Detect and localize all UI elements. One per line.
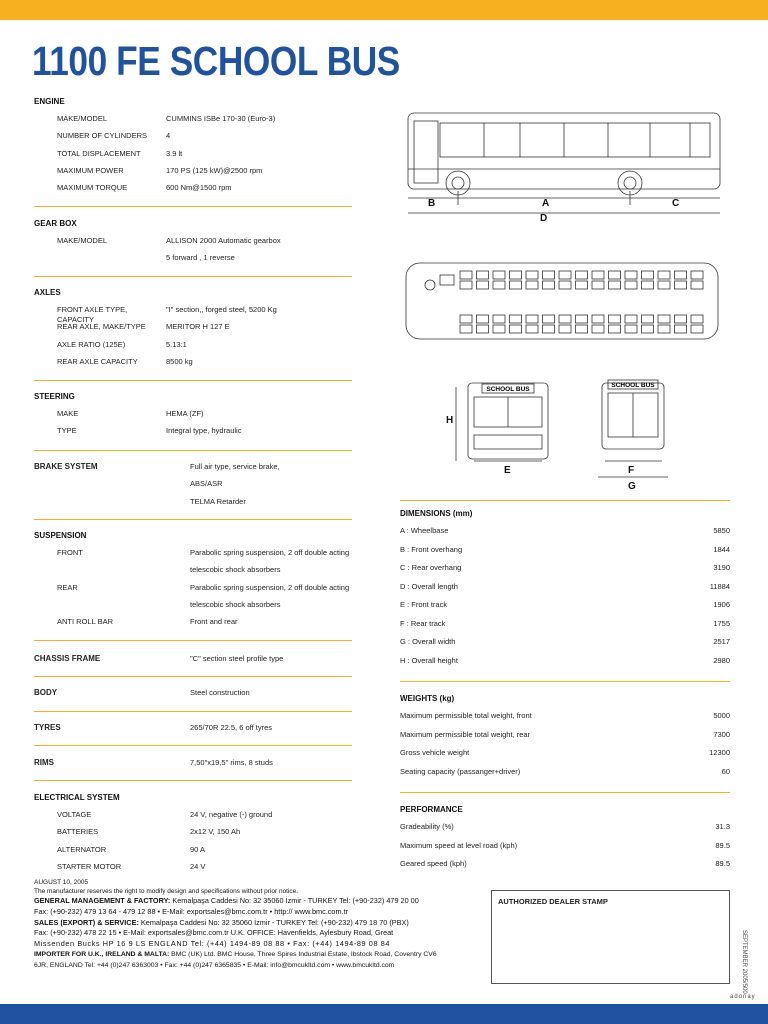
spec-key — [34, 497, 166, 514]
divider — [34, 676, 352, 677]
section-heading: WEIGHTS (kg) — [400, 694, 455, 703]
divider — [400, 500, 730, 501]
seat-icon — [675, 315, 687, 323]
spec-key: REAR AXLE CAPACITY — [57, 356, 138, 366]
spec-row — [34, 166, 352, 183]
top-accent-bar — [0, 0, 768, 20]
row-value: 3190 — [713, 563, 730, 572]
spec-value: Front and rear — [190, 617, 238, 627]
row-label: Maximum speed at level road (kph) — [400, 840, 518, 850]
seat-icon — [576, 281, 588, 289]
spec-value: telescobic shock absorbers — [190, 599, 281, 609]
row-value: 1755 — [713, 618, 730, 628]
weights-table — [400, 694, 730, 785]
spec-value: 90 A — [190, 844, 206, 854]
seat-icon — [658, 315, 670, 323]
divider — [34, 450, 352, 451]
row-value: 31.3 — [715, 822, 730, 831]
row-label: H : Overall height — [400, 655, 458, 665]
seat-icon — [609, 315, 621, 323]
spec-value: ALLISON 2000 Automatic gearbox — [166, 236, 281, 245]
spec-value: 5.13:1 — [166, 339, 187, 349]
spec-row — [34, 600, 352, 617]
spec-value: 3.9 lt — [166, 148, 183, 158]
row-value: 5000 — [713, 711, 730, 720]
row-value: 1906 — [713, 600, 730, 609]
school-bus-sign-rear: SCHOOL BUS — [611, 382, 655, 389]
spec-chassis — [34, 654, 352, 671]
row-label: C : Rear overhang — [400, 563, 462, 572]
spec-value: 2x12 V, 150 Ah — [190, 827, 241, 837]
spec-value: Steel construction — [190, 688, 250, 697]
seat-icon — [658, 271, 670, 279]
table-row — [400, 637, 730, 656]
label-c: C — [672, 198, 680, 209]
spec-value: Integral type, hydraulic — [166, 426, 242, 436]
seat-icon — [559, 315, 571, 323]
seat-icon — [609, 281, 621, 289]
seat-icon — [510, 281, 522, 289]
spec-key: MAKE/MODEL — [57, 114, 108, 123]
row-value: 1844 — [713, 544, 730, 554]
performance-table — [400, 805, 730, 878]
rear-view-diagram — [598, 380, 668, 492]
spec-row — [34, 654, 352, 671]
row-value: 11884 — [709, 581, 730, 591]
seat-icon — [691, 281, 703, 289]
table-row — [400, 526, 730, 545]
spec-row — [34, 131, 352, 148]
spec-key: MAXIMUM TORQUE — [57, 183, 128, 193]
seat-icon — [576, 325, 588, 333]
seat-icon — [609, 271, 621, 279]
seat-icon — [691, 325, 703, 333]
label-e: E — [504, 465, 511, 476]
stamp-label: AUTHORIZED DEALER STAMP — [498, 897, 608, 906]
seat-icon — [675, 325, 687, 333]
seat-icon — [460, 281, 472, 289]
address-line: IMPORTER FOR U.K., IRELAND & MALTA: BMC (UK) Ltd. BMC House, Three Spires Industrial Estate, Ibstock Road, Coventry CV6 — [34, 950, 437, 958]
row-label: D : Overall length — [400, 581, 458, 591]
divider — [34, 380, 352, 381]
spec-suspension — [34, 531, 352, 634]
spec-row — [34, 845, 352, 862]
seat-icon — [691, 315, 703, 323]
spec-value: 265/70R 22.5, 6 off tyres — [190, 723, 272, 732]
page-title: 1100 FE SCHOOL BUS — [32, 38, 400, 84]
spec-row — [34, 497, 352, 514]
spec-value: 4 — [166, 131, 171, 141]
row-label: F : Rear track — [400, 618, 446, 628]
label-a: A — [542, 198, 550, 209]
seat-icon — [510, 315, 522, 323]
row-label: B : Front overhang — [400, 544, 463, 554]
spec-key: STARTER MOTOR — [57, 861, 122, 871]
seat-icon — [675, 281, 687, 289]
spec-gearbox — [34, 219, 352, 271]
address-line: GENERAL MANAGEMENT & FACTORY: Kemalpaşa Caddesi No: 32 35060 İzmir - TURKEY Tel: (+90-232) 479 20 00 — [34, 896, 419, 905]
spec-value: "I" section,, forged steel, 5200 Kg — [166, 305, 277, 314]
section-heading: GEAR BOX — [34, 219, 77, 228]
spec-value: 24 V — [190, 861, 206, 871]
seat-icon — [477, 325, 489, 333]
spec-row — [34, 426, 352, 443]
print-code: SEPTEMBER 2005/500 — [741, 930, 747, 994]
seat-icon — [592, 281, 604, 289]
seat-icon — [642, 271, 654, 279]
spec-row — [34, 357, 352, 374]
dimensions-table — [400, 509, 730, 674]
seat-icon — [625, 325, 637, 333]
spec-key: REAR AXLE, MAKE/TYPE — [57, 322, 146, 332]
spec-electrical — [34, 793, 352, 879]
seat-icon — [642, 325, 654, 333]
section-heading: TYRES — [34, 723, 61, 732]
seat-icon — [675, 271, 687, 279]
spec-row — [34, 305, 352, 322]
seat-icon — [493, 281, 505, 289]
spec-value: telescobic shock absorbers — [190, 565, 281, 575]
address-line: SALES (EXPORT) & SERVICE: Kemalpaşa Caddesi No: 32 35060 İzmir - TURKEY Tel: (+90-232) 479 18 70 (PBX) — [34, 917, 409, 927]
seat-icon — [592, 315, 604, 323]
row-value: 12300 — [709, 748, 730, 757]
spec-row — [34, 617, 352, 634]
table-row — [400, 600, 730, 619]
spec-key: MAKE/MODEL — [57, 236, 108, 245]
spec-key: TOTAL DISPLACEMENT — [57, 148, 141, 158]
row-label: Gross vehicle weight — [400, 748, 470, 757]
spec-value: 24 V, negative (-) ground — [190, 810, 273, 819]
section-heading: DIMENSIONS (mm) — [400, 509, 473, 518]
spec-row — [34, 253, 352, 270]
table-row — [400, 582, 730, 601]
spec-key: FRONT — [57, 548, 83, 557]
seat-icon — [543, 271, 555, 279]
spec-row — [34, 548, 352, 565]
table-row — [400, 711, 730, 730]
section-heading: RIMS — [34, 758, 54, 767]
seat-icon — [526, 325, 538, 333]
seat-icon — [543, 281, 555, 289]
section-heading: BRAKE SYSTEM — [34, 462, 98, 471]
row-value: 2517 — [713, 637, 730, 646]
section-heading: BODY — [34, 688, 58, 697]
seat-icon — [559, 325, 571, 333]
table-row — [400, 748, 730, 767]
table-row — [400, 822, 730, 841]
spec-value: ABS/ASR — [190, 479, 223, 489]
credit: adonay — [730, 994, 756, 1000]
divider — [34, 780, 352, 781]
spec-key: MAKE — [57, 409, 79, 418]
table-row — [400, 619, 730, 638]
row-label: G : Overall width — [400, 637, 456, 646]
spec-value: 5 forward , 1 reverse — [166, 253, 235, 263]
seat-icon — [543, 325, 555, 333]
top-view-diagram — [406, 263, 718, 339]
document-date: AUGUST 10, 2005 — [34, 879, 89, 886]
spec-key — [34, 565, 166, 582]
divider — [34, 640, 352, 641]
divider — [400, 681, 730, 682]
spec-row — [34, 236, 352, 253]
spec-value: 170 PS (125 kW)@2500 rpm — [166, 165, 263, 175]
spec-row — [34, 758, 352, 775]
section-heading: PERFORMANCE — [400, 805, 463, 814]
seat-icon — [625, 281, 637, 289]
table-row — [400, 859, 730, 878]
seat-icon — [493, 271, 505, 279]
section-heading: ENGINE — [34, 97, 65, 106]
seat-icon — [493, 325, 505, 333]
section-heading: AXLES — [34, 288, 61, 297]
spec-row — [34, 862, 352, 879]
label-d: D — [540, 213, 548, 224]
seat-icon — [592, 271, 604, 279]
seat-icon — [477, 271, 489, 279]
address-line: 6JR, ENGLAND Tel: +44 (0)247 6363003 • Fax: +44 (0)247 6365835 • E-Mail: info@bmcukltd.com • www.bmcukltd.com — [34, 961, 395, 969]
spec-row — [34, 462, 352, 479]
spec-row — [34, 688, 352, 705]
spec-key: ALTERNATOR — [57, 844, 107, 854]
spec-rims — [34, 758, 352, 775]
row-label: A : Wheelbase — [400, 526, 449, 535]
table-row — [400, 767, 730, 786]
spec-value: 600 Nm@1500 rpm — [166, 183, 232, 193]
divider — [34, 711, 352, 712]
spec-row — [34, 183, 352, 200]
seat-icon — [477, 315, 489, 323]
spec-value: CUMMINS ISBe 170-30 (Euro-3) — [166, 114, 276, 123]
spec-steering — [34, 392, 352, 444]
front-view-diagram — [446, 383, 548, 476]
spec-key: REAR — [57, 582, 78, 592]
disclaimer: The manufacturer reserves the right to modify design and specifications without prior notice. — [34, 888, 299, 895]
spec-row — [34, 149, 352, 166]
spec-row — [34, 810, 352, 827]
seat-icon — [576, 315, 588, 323]
address-line: Fax: (+90-232) 479 13 64 - 479 12 88 • E-Mail: exportsales@bmc.com.tr • http:// www.bmc.com.tr — [34, 906, 349, 916]
table-row — [400, 563, 730, 582]
seat-icon — [543, 315, 555, 323]
seat-icon — [592, 325, 604, 333]
spec-row — [34, 340, 352, 357]
row-value: 5850 — [713, 526, 730, 535]
spec-key: FRONT AXLE TYPE, CAPACITY — [57, 305, 128, 324]
table-row — [400, 730, 730, 749]
seat-icon — [642, 315, 654, 323]
seat-icon — [526, 281, 538, 289]
seat-icon — [658, 325, 670, 333]
section-heading: CHASSIS FRAME — [34, 654, 101, 663]
spec-key: MAXIMUM POWER — [57, 165, 124, 175]
spec-value: "C" section steel profile type — [190, 654, 284, 663]
spec-value: Full air type, service brake, — [190, 462, 280, 471]
seat-icon — [460, 271, 472, 279]
seat-icon — [460, 315, 472, 323]
seat-icon — [625, 315, 637, 323]
table-row — [400, 656, 730, 675]
seat-icon — [658, 281, 670, 289]
bus-diagrams — [400, 105, 735, 500]
label-h: H — [446, 415, 454, 426]
seat-icon — [559, 271, 571, 279]
spec-key — [34, 479, 166, 496]
address-line: Missenden Bucks HP 16 9 LS ENGLAND Tel: (+44) 1494-89 08 88 • Fax: (+44) 1494-89 08 84 — [34, 939, 391, 949]
seat-icon — [510, 271, 522, 279]
row-label: Seating capacity (passanger+driver) — [400, 766, 521, 776]
label-g: G — [628, 481, 636, 492]
divider — [400, 792, 730, 793]
row-label: Gradeability (%) — [400, 822, 454, 831]
row-label: Maximum permissible total weight, front — [400, 711, 532, 720]
row-label: Geared speed (kph) — [400, 859, 467, 868]
label-b: B — [428, 198, 436, 209]
spec-tyres — [34, 723, 352, 740]
spec-row — [34, 479, 352, 496]
spec-key: AXLE RATIO (125E) — [57, 339, 126, 349]
table-row — [400, 841, 730, 860]
seat-icon — [526, 271, 538, 279]
bottom-brand-bar — [0, 1004, 768, 1024]
spec-value: Parabolic spring suspension, 2 off double acting — [190, 582, 350, 592]
row-label: E : Front track — [400, 600, 448, 609]
spec-key: NUMBER OF CYLINDERS — [57, 131, 148, 141]
spec-key: ANTI ROLL BAR — [57, 617, 113, 627]
label-f: F — [628, 465, 635, 476]
seat-icon — [526, 315, 538, 323]
divider — [34, 745, 352, 746]
spec-axles — [34, 288, 352, 374]
seat-icon — [510, 325, 522, 333]
row-value: 7300 — [713, 729, 730, 739]
section-heading: STEERING — [34, 392, 75, 401]
spec-row — [34, 827, 352, 844]
spec-row — [34, 583, 352, 600]
seat-icon — [691, 271, 703, 279]
company-contact-footer — [34, 879, 479, 972]
spec-key: BATTERIES — [57, 827, 99, 837]
spec-value: HEMA (ZF) — [166, 409, 204, 418]
section-heading: ELECTRICAL SYSTEM — [34, 793, 120, 802]
seat-icon — [625, 271, 637, 279]
row-label: Maximum permissible total weight, rear — [400, 729, 531, 739]
dealer-stamp-box — [491, 890, 730, 984]
spec-value: 7,50"x19,5" rims, 8 studs — [190, 758, 273, 767]
divider — [34, 519, 352, 520]
seat-icon — [642, 281, 654, 289]
spec-body — [34, 688, 352, 705]
spec-row — [34, 322, 352, 339]
spec-row — [34, 114, 352, 131]
seat-icon — [460, 325, 472, 333]
spec-key: VOLTAGE — [57, 810, 92, 819]
spec-engine — [34, 97, 352, 200]
row-value: 89.5 — [715, 859, 730, 868]
spec-row — [34, 565, 352, 582]
spec-key — [34, 253, 166, 270]
address-line: Fax: (+90-232) 478 22 15 • E-Mail: exportsales@bmc.com.tr U.K. OFFICE: Havenfields, Aylesbury Road, Great — [34, 928, 394, 938]
seat-icon — [559, 281, 571, 289]
spec-row — [34, 409, 352, 426]
side-view-diagram — [408, 113, 720, 224]
spec-key: TYPE — [57, 426, 77, 436]
row-value: 89.5 — [715, 840, 730, 850]
seat-icon — [477, 281, 489, 289]
seat-icon — [576, 271, 588, 279]
table-row — [400, 545, 730, 564]
spec-value: MERITOR H 127 E — [166, 322, 230, 332]
row-value: 2980 — [713, 655, 730, 665]
seat-icon — [493, 315, 505, 323]
spec-row — [34, 723, 352, 740]
divider — [34, 276, 352, 277]
row-value: 60 — [721, 766, 730, 776]
school-bus-sign-front: SCHOOL BUS — [486, 386, 530, 393]
section-heading: SUSPENSION — [34, 531, 87, 540]
spec-brake — [34, 462, 352, 514]
seat-icon — [609, 325, 621, 333]
spec-value: Parabolic spring suspension, 2 off double acting — [190, 548, 350, 557]
spec-key — [34, 600, 166, 617]
spec-value: TELMA Retarder — [190, 496, 246, 506]
spec-value: 8500 kg — [166, 356, 193, 366]
divider — [34, 206, 352, 207]
